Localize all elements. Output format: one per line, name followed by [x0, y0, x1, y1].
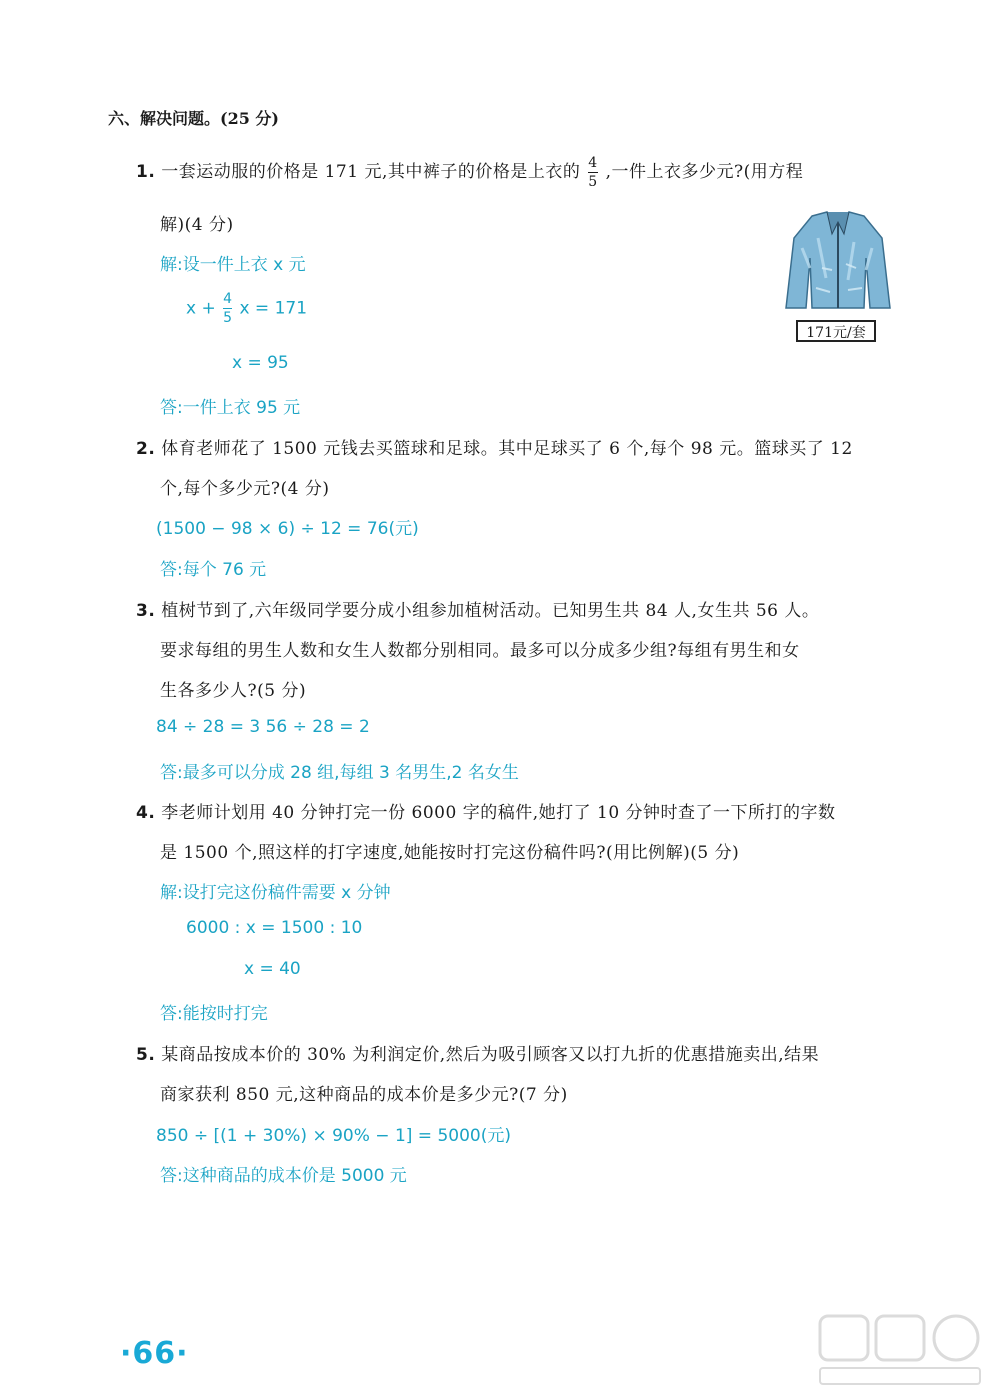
page-number: ·66· — [120, 1336, 189, 1371]
answer-final: 答:这种商品的成本价是 5000 元 — [160, 1166, 407, 1186]
question-3-line-2: 要求每组的男生人数和女生人数都分别相同。最多可以分成多少组?每组有男生和女 — [160, 641, 800, 661]
answer-calc: 850 ÷ [(1 + 30%) × 90% − 1] = 5000(元) — [156, 1126, 511, 1146]
fraction-denominator: 5 — [588, 174, 598, 190]
question-4-line-1 — [136, 798, 836, 823]
answer-result: x = 40 — [244, 959, 301, 979]
question-2-line-1 — [136, 434, 853, 459]
equation-part: x = 171 — [239, 298, 308, 319]
question-2-line-2: 个,每个多少元?(4 分) — [160, 479, 330, 499]
question-text: 一套运动服的价格是 171 元,其中裤子的价格是上衣的 — [161, 162, 581, 182]
answer-final: 答:能按时打完 — [160, 1004, 268, 1024]
question-3-line-3: 生各多少人?(5 分) — [160, 681, 307, 701]
answer-calc: 84 ÷ 28 = 3 56 ÷ 28 = 2 — [156, 717, 370, 737]
question-1-line-1 — [136, 156, 803, 189]
answer-calc: (1500 − 98 × 6) ÷ 12 = 76(元) — [156, 519, 419, 539]
question-text: 体育老师花了 1500 元钱去买篮球和足球。其中足球买了 6 个,每个 98 元。篮球买了 12 — [161, 439, 853, 459]
section-title: 六、解决问题。(25 分) — [108, 109, 279, 128]
answer-final: 答:最多可以分成 28 组,每组 3 名男生,2 名女生 — [160, 763, 519, 783]
answer-let: 解:设打完这份稿件需要 x 分钟 — [160, 883, 391, 903]
question-text: 植树节到了,六年级同学要分成小组参加植树活动。已知男生共 84 人,女生共 56 人。 — [161, 601, 820, 621]
answer-final: 答:每个 76 元 — [160, 560, 267, 580]
question-number: 1. — [136, 162, 156, 182]
question-number: 3. — [136, 601, 156, 621]
fraction-denominator: 5 — [223, 310, 233, 326]
fraction — [223, 292, 232, 325]
fraction-numerator: 4 — [223, 291, 233, 307]
watermark-logo-icon — [810, 1310, 990, 1390]
answer-equation: 6000 : x = 1500 : 10 — [186, 918, 363, 938]
question-text: 某商品按成本价的 30% 为利润定价,然后为吸引顾客又以打九折的优惠措施卖出,结果 — [161, 1045, 820, 1065]
answer-equation — [186, 292, 307, 325]
equation-part: x + — [186, 298, 216, 319]
question-number: 2. — [136, 439, 156, 459]
price-tag: 171元/套 — [796, 320, 876, 342]
fraction — [588, 156, 597, 189]
fraction-numerator: 4 — [588, 155, 598, 171]
answer-final: 答:一件上衣 95 元 — [160, 398, 301, 418]
question-5-line-2: 商家获利 850 元,这种商品的成本价是多少元?(7 分) — [160, 1085, 568, 1105]
question-text: 李老师计划用 40 分钟打完一份 6000 字的稿件,她打了 10 分钟时查了一下所打的字数 — [161, 803, 836, 823]
question-1-line-2: 解)(4 分) — [160, 215, 234, 235]
question-3-line-1 — [136, 596, 819, 621]
question-5-line-1 — [136, 1040, 819, 1065]
question-number: 4. — [136, 803, 156, 823]
jacket-icon — [782, 208, 894, 314]
question-text: ,一件上衣多少元?(用方程 — [605, 162, 804, 182]
question-number: 5. — [136, 1045, 156, 1065]
answer-let: 解:设一件上衣 x 元 — [160, 255, 306, 275]
answer-result: x = 95 — [232, 353, 289, 373]
question-4-line-2: 是 1500 个,照这样的打字速度,她能按时打完这份稿件吗?(用比例解)(5 分) — [160, 843, 740, 863]
